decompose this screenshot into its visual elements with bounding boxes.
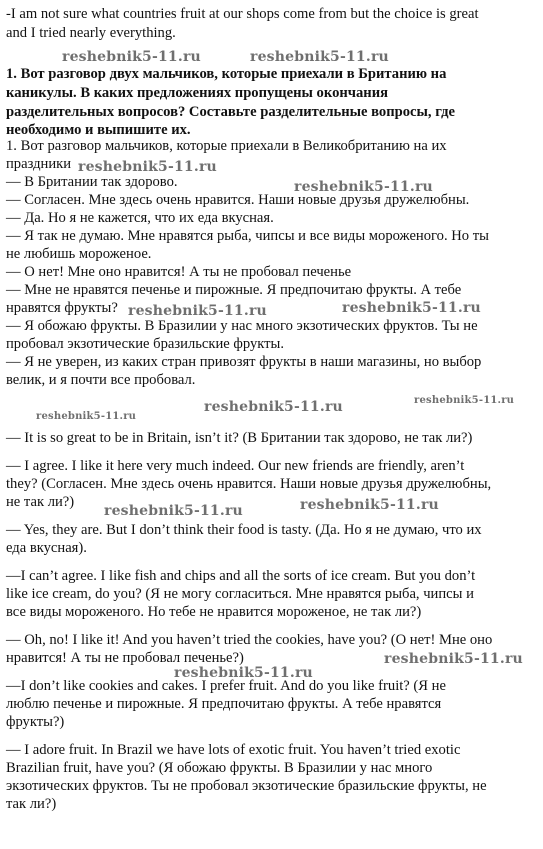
russian-line: — Я так не думаю. Мне нравятся рыба, чипсы и все виды мороженого. Но ты bbox=[6, 228, 489, 244]
watermark-text: reshebnik5-11.ru bbox=[204, 399, 343, 415]
russian-line: — О нет! Мне оно нравится! А ты не пробовал печенье bbox=[6, 264, 352, 280]
watermark-text: reshebnik5-11.ru bbox=[384, 651, 523, 667]
watermark-text: reshebnik5-11.ru bbox=[294, 179, 433, 195]
watermark-text: reshebnik5-11.ru bbox=[300, 497, 439, 513]
russian-line: нравятся фрукты? bbox=[6, 300, 118, 316]
russian-line: — Мне не нравятся печенье и пирожные. Я предпочитаю фрукты. А тебе bbox=[6, 282, 462, 298]
answer-line: —I don’t like cookies and cakes. I prefer fruit. And do you like fruit? (Я не bbox=[6, 678, 446, 694]
russian-line: — В Британии так здорово. bbox=[6, 174, 178, 190]
russian-line: праздники bbox=[6, 156, 72, 172]
answer-line: like ice cream, do you? (Я не могу согласиться. Мне нравятся рыба, чипсы и bbox=[6, 586, 474, 602]
task-heading-line: необходимо и выпишите их. bbox=[6, 122, 191, 138]
answer-line: люблю печенье и пирожные. Я предпочитаю фрукты. А тебе нравятся bbox=[6, 696, 442, 712]
watermark-text: reshebnik5-11.ru bbox=[174, 665, 313, 681]
answer-line: еда вкусная). bbox=[6, 540, 87, 556]
answer-line: Brazilian fruit, have you? (Я обожаю фрукты. В Бразилии у нас много bbox=[6, 760, 433, 776]
watermark-text: reshebnik5-11.ru bbox=[250, 49, 389, 65]
answer-line: нравится! А ты не пробовал печенье?) bbox=[6, 650, 244, 666]
answer-line: — Oh, no! I like it! And you haven’t tried the cookies, have you? (О нет! Мне оно bbox=[6, 632, 493, 648]
intro-line: -I am not sure what countries fruit at our shops come from but the choice is great bbox=[6, 6, 479, 22]
watermark-text: reshebnik5-11.ru bbox=[62, 49, 201, 65]
russian-line: 1. Вот разговор мальчиков, которые приехали в Великобританию на их bbox=[6, 138, 447, 154]
watermark-text: reshebnik5-11.ru bbox=[414, 395, 515, 406]
russian-line: велик, и я почти все пробовал. bbox=[6, 372, 196, 388]
russian-line: не любишь мороженое. bbox=[6, 246, 152, 262]
answer-line: — I agree. I like it here very much indeed. Our new friends are friendly, aren’t bbox=[6, 458, 465, 474]
answer-line: they? (Согласен. Мне здесь очень нравится. Наши новые друзья дружелюбны, bbox=[6, 476, 492, 492]
watermark-text: reshebnik5-11.ru bbox=[128, 303, 267, 319]
watermark-text: reshebnik5-11.ru bbox=[78, 159, 217, 175]
answer-line: так ли?) bbox=[6, 796, 57, 812]
intro-line: and I tried nearly everything. bbox=[6, 25, 176, 41]
russian-line: — Согласен. Мне здесь очень нравится. Наши новые друзья дружелюбны. bbox=[6, 192, 470, 208]
answer-line: экзотических фруктов. Ты не пробовал экзотические бразильские фрукты, не bbox=[6, 778, 487, 794]
answer-line: фрукты?) bbox=[6, 714, 65, 730]
answer-line: —I can’t agree. I like fish and chips and all the sorts of ice cream. But you don’t bbox=[6, 568, 476, 584]
task-heading-line: каникулы. В каких предложениях пропущены окончания bbox=[6, 85, 389, 101]
watermark-text: reshebnik5-11.ru bbox=[342, 300, 481, 316]
watermark-text: reshebnik5-11.ru bbox=[104, 503, 243, 519]
answer-line: все виды мороженого. Но тебе не нравится мороженое, не так ли?) bbox=[6, 604, 422, 620]
russian-line: — Да. Но я не кажется, что их еда вкусная. bbox=[6, 210, 274, 226]
answer-line: — Yes, they are. But I don’t think their food is tasty. (Да. Но я не думаю, что их bbox=[6, 522, 482, 538]
task-heading-line: 1. Вот разговор двух мальчиков, которые приехали в Британию на bbox=[6, 66, 447, 82]
russian-line: — Я обожаю фрукты. В Бразилии у нас много экзотических фруктов. Ты не bbox=[6, 318, 478, 334]
watermark-text: reshebnik5-11.ru bbox=[36, 411, 137, 422]
russian-line: пробовал экзотические бразильские фрукты. bbox=[6, 336, 284, 352]
russian-line: — Я не уверен, из каких стран привозят фрукты в наши магазины, но выбор bbox=[6, 354, 482, 370]
answer-line: — I adore fruit. In Brazil we have lots of exotic fruit. You haven’t tried exotic bbox=[6, 742, 461, 758]
task-heading-line: разделительных вопросов? Составьте разделительные вопросы, где bbox=[6, 104, 455, 120]
answer-line: не так ли?) bbox=[6, 494, 75, 510]
answer-line: — It is so great to be in Britain, isn’t it? (В Британии так здорово, не так ли?) bbox=[6, 430, 473, 446]
